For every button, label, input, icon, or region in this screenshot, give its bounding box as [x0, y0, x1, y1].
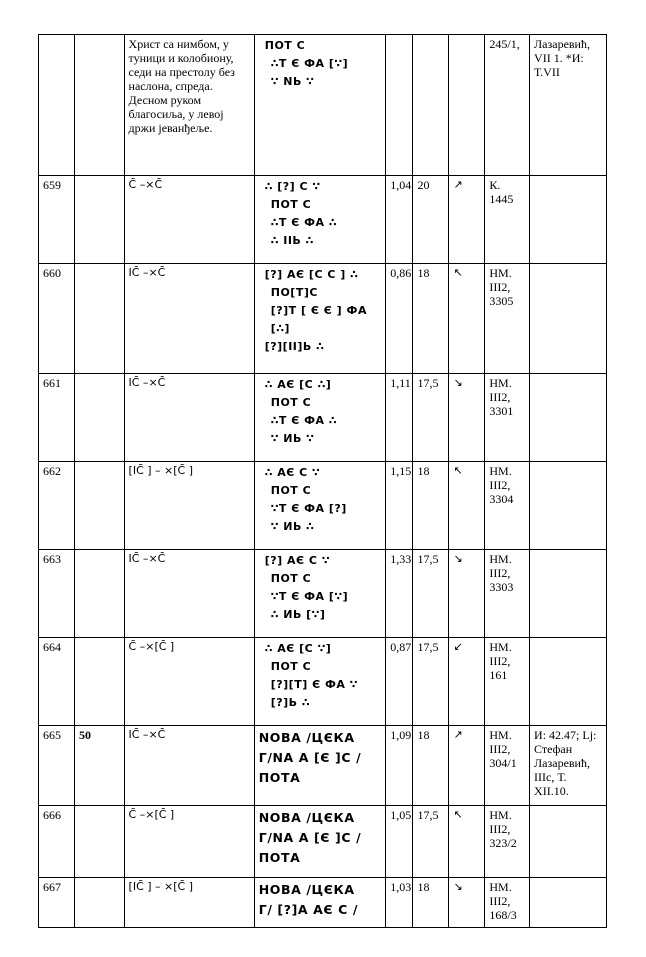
- obverse-abbreviation: [ІС̄ ] – ×[С̄ ]: [124, 878, 254, 928]
- inventory-number: НМ. III2, 3304: [485, 462, 530, 550]
- obverse-abbreviation: С̄ –×[С̄ ]: [124, 806, 254, 878]
- legend-line: ∴Т Є ФА ∴: [270, 414, 338, 427]
- catalog-number: 661: [39, 374, 75, 462]
- diameter-value: 18: [413, 726, 449, 806]
- reverse-legend: [254, 878, 385, 928]
- legend-line: ПОТ С: [270, 484, 312, 497]
- die-axis-arrow: ↙: [449, 638, 485, 726]
- literature-note: [530, 878, 607, 928]
- diameter-value: 18: [413, 878, 449, 928]
- table-row: [39, 374, 607, 462]
- die-axis-arrow: ↖: [449, 264, 485, 374]
- reverse-legend: [254, 462, 385, 550]
- literature-note: [530, 374, 607, 462]
- die-axis-arrow: ↘: [449, 550, 485, 638]
- legend-line: ПОТ С: [270, 396, 312, 409]
- legend-line: NОВА /ЦЄКА: [258, 730, 355, 745]
- reverse-legend: [254, 726, 385, 806]
- plate-reference: [74, 878, 124, 928]
- diameter-value: 17,5: [413, 374, 449, 462]
- plate-reference: [74, 462, 124, 550]
- table-row: [39, 176, 607, 264]
- die-axis-arrow: ↗: [449, 726, 485, 806]
- legend-line: ПОТ С: [270, 660, 312, 673]
- table-row: [39, 35, 607, 176]
- obverse-abbreviation: ІС̄ –×С̄: [124, 726, 254, 806]
- weight-value: 1,05: [386, 806, 413, 878]
- legend-line: [?]Ь ∴: [270, 696, 311, 709]
- die-axis-arrow: ↖: [449, 462, 485, 550]
- weight-value: 1,03: [386, 878, 413, 928]
- legend-line: ПОТ С: [264, 39, 306, 52]
- weight-value: 1,11: [386, 374, 413, 462]
- catalog-number: 667: [39, 878, 75, 928]
- plate-reference: [74, 176, 124, 264]
- reverse-legend: [254, 638, 385, 726]
- catalog-table: [38, 34, 607, 928]
- legend-line: ∴ АЄ С ∵: [264, 466, 321, 479]
- plate-reference: [74, 374, 124, 462]
- legend-line: [?] АЄ [С С ] ∴: [264, 268, 359, 281]
- table-row: [39, 462, 607, 550]
- legend-line: ∴Т Є ФА ∴: [270, 216, 338, 229]
- reverse-legend: [254, 264, 385, 374]
- inventory-number: НМ. III2, 168/3: [485, 878, 530, 928]
- weight-value: 1,15: [386, 462, 413, 550]
- weight-value: 0,87: [386, 638, 413, 726]
- inventory-number: НМ. III2, 304/1: [485, 726, 530, 806]
- plate-reference: [74, 638, 124, 726]
- obverse-abbreviation: С̄ –×[С̄ ]: [124, 638, 254, 726]
- table-row: [39, 726, 607, 806]
- legend-line: ∴ АЄ [С ∴]: [264, 378, 332, 391]
- die-axis-arrow: ↖: [449, 806, 485, 878]
- legend-line: [?][ІІ]Ь ∴: [264, 340, 325, 353]
- literature-note: [530, 264, 607, 374]
- weight-value: 0,86: [386, 264, 413, 374]
- legend-line: ∵ ИЬ ∴: [270, 520, 315, 533]
- description: Христ са нимбом, у туници и колобиону, седи на престолу без наслона, спреда. Десном руком благосиља, у левој држи јеванђеље.: [124, 35, 254, 176]
- weight-value: [386, 35, 413, 176]
- obverse-abbreviation: ІС̄ –×С̄: [124, 374, 254, 462]
- legend-line: Г/NА А [Є ]С /: [258, 830, 362, 845]
- weight-value: 1,33: [386, 550, 413, 638]
- plate-reference: [74, 264, 124, 374]
- obverse-abbreviation: ІС̄ –×С̄: [124, 550, 254, 638]
- inventory-number: 245/1,: [485, 35, 530, 176]
- reverse-legend: [254, 176, 385, 264]
- catalog-number: 666: [39, 806, 75, 878]
- legend-line: ∴ ИЬ [∵]: [270, 608, 326, 621]
- plate-reference: [74, 806, 124, 878]
- literature-note: [530, 550, 607, 638]
- catalog-number: 665: [39, 726, 75, 806]
- legend-line: Г/NА А [Є ]С /: [258, 750, 362, 765]
- obverse-abbreviation: С̄ –×С̄: [124, 176, 254, 264]
- literature-note: Лазаревић, VII 1. *И: Т.VII: [530, 35, 607, 176]
- inventory-number: НМ. III2, 3303: [485, 550, 530, 638]
- die-axis-arrow: [449, 35, 485, 176]
- weight-value: 1,09: [386, 726, 413, 806]
- diameter-value: [413, 35, 449, 176]
- legend-line: [?]Т [ Є Є ] ФА: [270, 304, 367, 317]
- catalog-number: 662: [39, 462, 75, 550]
- legend-line: ПОТ С: [270, 572, 312, 585]
- reverse-legend: [254, 550, 385, 638]
- catalog-body: [39, 35, 607, 928]
- table-row: [39, 878, 607, 928]
- literature-note: [530, 176, 607, 264]
- legend-line: ∵Т Є ФА [∵]: [270, 590, 349, 603]
- reverse-legend: [254, 374, 385, 462]
- legend-line: NОВА /ЦЄКА: [258, 810, 355, 825]
- literature-note: [530, 638, 607, 726]
- die-axis-arrow: ↘: [449, 374, 485, 462]
- plate-reference: 50: [74, 726, 124, 806]
- legend-line: ∴ ІІЬ ∴: [270, 234, 314, 247]
- legend-line: ∵ NЬ ∵: [270, 75, 315, 88]
- catalog-number: [39, 35, 75, 176]
- weight-value: 1,04: [386, 176, 413, 264]
- plate-reference: [74, 35, 124, 176]
- catalog-number: 659: [39, 176, 75, 264]
- obverse-abbreviation: ІС̄ –×С̄: [124, 264, 254, 374]
- catalog-number: 664: [39, 638, 75, 726]
- legend-line: Г/ [?]А АЄ С /: [258, 902, 359, 917]
- catalog-number: 663: [39, 550, 75, 638]
- table-row: [39, 806, 607, 878]
- legend-line: [?][Т] Є ФА ∵: [270, 678, 358, 691]
- diameter-value: 18: [413, 462, 449, 550]
- catalog-number: 660: [39, 264, 75, 374]
- legend-line: ПО[Т]С: [270, 286, 318, 299]
- plate-reference: [74, 550, 124, 638]
- inventory-number: НМ. III2, 3305: [485, 264, 530, 374]
- diameter-value: 17,5: [413, 550, 449, 638]
- diameter-value: 20: [413, 176, 449, 264]
- legend-line: [∴]: [270, 322, 290, 335]
- diameter-value: 18: [413, 264, 449, 374]
- inventory-number: НМ. III2, 161: [485, 638, 530, 726]
- reverse-legend: [254, 806, 385, 878]
- inventory-number: НМ. III2, 3301: [485, 374, 530, 462]
- literature-note: [530, 462, 607, 550]
- legend-line: [?] АЄ С ∵: [264, 554, 330, 567]
- legend-line: ПОТА: [258, 850, 301, 865]
- table-row: [39, 638, 607, 726]
- reverse-legend: [254, 35, 385, 176]
- diameter-value: 17,5: [413, 806, 449, 878]
- literature-note: [530, 806, 607, 878]
- die-axis-arrow: ↗: [449, 176, 485, 264]
- legend-line: ПОТА: [258, 770, 301, 785]
- die-axis-arrow: ↘: [449, 878, 485, 928]
- legend-line: НОВА /ЦЄКА: [258, 882, 355, 897]
- inventory-number: К. 1445: [485, 176, 530, 264]
- obverse-abbreviation: [ІС̄ ] – ×[С̄ ]: [124, 462, 254, 550]
- legend-line: ∴ АЄ [С ∵]: [264, 642, 332, 655]
- inventory-number: НМ. III2, 323/2: [485, 806, 530, 878]
- legend-line: ∴ [?] С ∵: [264, 180, 321, 193]
- legend-line: ∵ ИЬ ∵: [270, 432, 315, 445]
- table-row: [39, 550, 607, 638]
- legend-line: ПОТ С: [270, 198, 312, 211]
- legend-line: ∴Т Є ФА [∵]: [270, 57, 349, 70]
- legend-line: ∵Т Є ФА [?]: [270, 502, 347, 515]
- diameter-value: 17,5: [413, 638, 449, 726]
- table-row: [39, 264, 607, 374]
- literature-note: И: 42.47; Lj: Стефан Лазаревић, IIIс, Т. XII.10.: [530, 726, 607, 806]
